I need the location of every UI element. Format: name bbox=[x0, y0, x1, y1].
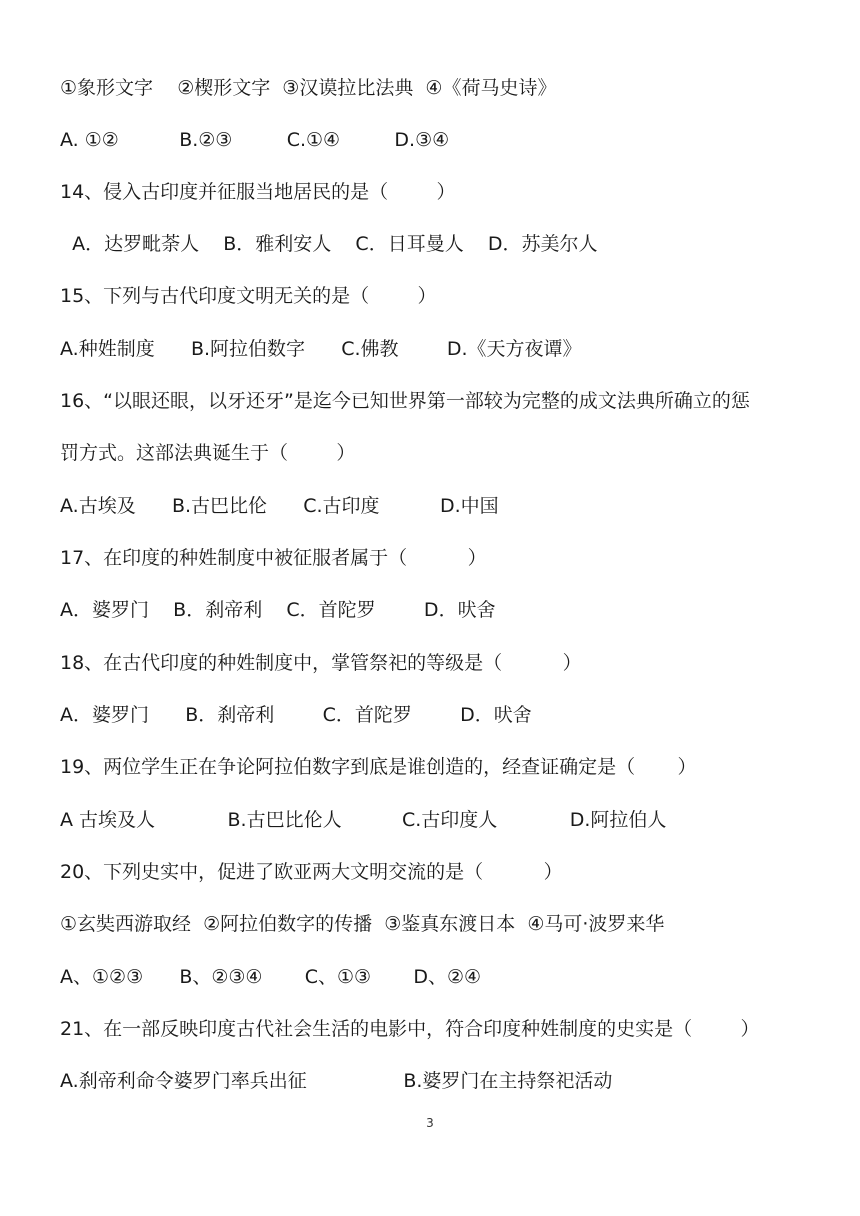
text-line: A. ①② B.②③ C.①④ D.③④ bbox=[60, 129, 450, 151]
text-line: 17、在印度的种姓制度中被征服者属于（ ） bbox=[60, 547, 487, 569]
page-number: 3 bbox=[426, 1116, 434, 1130]
text-line: 18、在古代印度的种姓制度中，掌管祭祀的等级是（ ） bbox=[60, 652, 582, 674]
text-line: 14、侵入古印度并征服当地居民的是（ ） bbox=[60, 181, 456, 203]
text-line: A．婆罗门 B．刹帝利 C．首陀罗 D．吠舍 bbox=[60, 599, 496, 621]
text-line: 20、下列史实中，促进了欧亚两大文明交流的是（ ） bbox=[60, 861, 563, 883]
text-line: ①象形文字 ②楔形文字 ③汉谟拉比法典 ④《荷马史诗》 bbox=[60, 77, 557, 99]
text-line: ①玄奘西游取经 ②阿拉伯数字的传播 ③鉴真东渡日本 ④马可·波罗来华 bbox=[60, 913, 665, 935]
text-line: A．婆罗门 B．刹帝利 C．首陀罗 D．吠舍 bbox=[60, 704, 532, 726]
text-line: A.古埃及 B.古巴比伦 C.古印度 D.中国 bbox=[60, 495, 499, 517]
text-line: 罚方式。这部法典诞生于（ ） bbox=[60, 442, 356, 464]
text-line: 16、“以眼还眼，以牙还牙”是迄今已知世界第一部较为完整的成文法典所确立的惩 bbox=[60, 390, 750, 412]
text-line: A、①②③ B、②③④ C、①③ D、②④ bbox=[60, 966, 482, 988]
text-line: 21、在一部反映印度古代社会生活的电影中，符合印度种姓制度的史实是（ ） bbox=[60, 1018, 760, 1040]
text-line: 19、两位学生正在争论阿拉伯数字到底是谁创造的，经查证确定是（ ） bbox=[60, 756, 697, 778]
text-line: A.种姓制度 B.阿拉伯数字 C.佛教 D.《天方夜谭》 bbox=[60, 338, 582, 360]
text-line: 15、下列与古代印度文明无关的是（ ） bbox=[60, 285, 437, 307]
text-line: A.刹帝利命令婆罗门率兵出征 B.婆罗门在主持祭祀活动 bbox=[60, 1070, 613, 1092]
text-line: A 古埃及人 B.古巴比伦人 C.古印度人 D.阿拉伯人 bbox=[60, 809, 667, 831]
text-line: A．达罗毗荼人 B．雅利安人 C．日耳曼人 D．苏美尔人 bbox=[60, 233, 598, 255]
